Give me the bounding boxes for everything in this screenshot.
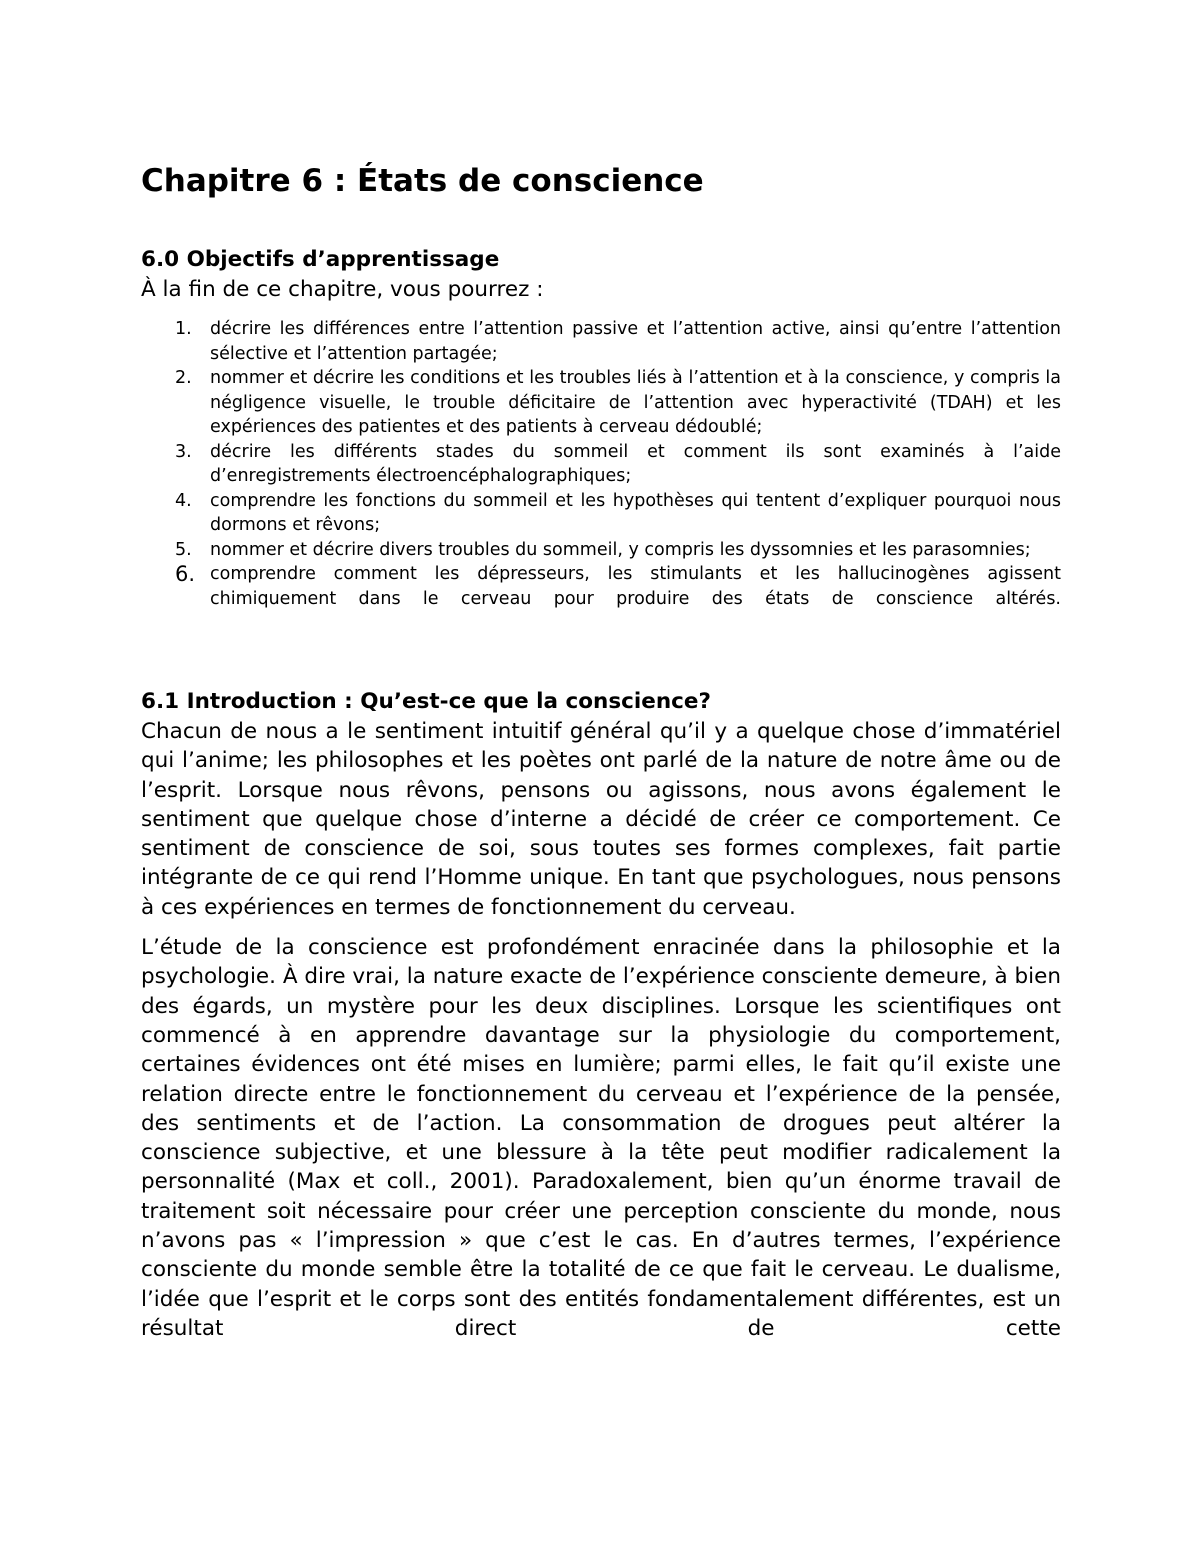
objective-text: décrire les différents stades du sommeil et comment ils sont examinés à l’aide d’enregistrements électroencéphalographiques; [210,441,1061,486]
objective-text: nommer et décrire divers troubles du sommeil, y compris les dyssomnies et les parasomnies; [210,539,1031,560]
objectives-intro: À la fin de ce chapitre, vous pourrez : [141,277,544,302]
objective-item [141,317,1061,366]
objective-text: décrire les différences entre l’attention passive et l’attention active, ainsi qu’entre l’attention sélective et l’attention partagée; [210,319,1061,364]
objective-number: 5. [175,539,192,560]
objective-number: 6. [175,562,196,586]
objective-item [141,366,1061,440]
introduction-section [141,687,1061,1343]
objective-item [141,562,1061,611]
objective-number: 4. [175,490,192,511]
objectives-section [141,245,1061,611]
introduction-heading: 6.1 Introduction : Qu’est-ce que la conscience? [141,689,711,714]
objective-item [141,440,1061,489]
objective-text: comprendre les fonctions du sommeil et les hypothèses qui tentent d’expliquer pourquoi nous dormons et rêvons; [210,490,1061,535]
objective-item [141,538,1061,563]
objective-text: comprendre comment les dépresseurs, les stimulants et les hallucinogènes agissent chimiquement dans le cerveau pour produire des états de conscience altérés. [210,564,1061,609]
objectives-list [141,317,1061,611]
objectives-heading: 6.0 Objectifs d’apprentissage [141,247,500,272]
body-paragraph: L’étude de la conscience est profondément enracinée dans la philosophie et la psychologie. À dire vrai, la nature exacte de l’expérience consciente demeure, à bien des égards, un mystère pour les deux disciplines. Lorsque les scientifiques ont commencé à en apprendre davantage sur la physiologie du comportement, certaines évidences ont été mises en lumière; parmi elles, le fait qu’il existe une relation directe entre le fonctionnement du cerveau et l’expérience de la pensée, des sentiments et de l’action. La consommation de drogues peut altérer la conscience subjective, et une blessure à la tête peut modifier radicalement la personnalité (Max et coll., 2001). Paradoxalement, bien qu’un énorme travail de traitement soit nécessaire pour créer une perception consciente du monde, nous n’avons pas « l’impression » que c’est le cas. En d’autres termes, l’expérience consciente du monde semble être la totalité de ce que fait le cerveau. Le dualisme, l’idée que l’esprit et le corps sont des entités fondamentalement différentes, est un résultat direct de cette [141,935,1061,1341]
objective-number: 1. [175,319,192,339]
objective-text: nommer et décrire les conditions et les troubles liés à l’attention et à la conscience, y compris la négligence visuelle, le trouble déficitaire de l’attention avec hyperactivité (TDAH) et les expériences des patientes et des patients à cerveau dédoublé; [210,368,1061,437]
body-paragraph: Chacun de nous a le sentiment intuitif général qu’il y a quelque chose d’immatériel qui l’anime; les philosophes et les poètes ont parlé de la nature de notre âme ou de l’esprit. Lorsque nous rêvons, pensons ou agissons, nous avons également le sentiment que quelque chose d’interne a décidé de créer ce comportement. Ce sentiment de conscience de soi, sous toutes ses formes complexes, fait partie intégrante de ce qui rend l’Homme unique. En tant que psychologues, nous pensons à ces expériences en termes de fonctionnement du cerveau. [141,719,1061,920]
objective-number: 2. [175,368,192,388]
chapter-title: Chapitre 6 : États de conscience [141,163,704,199]
objective-number: 3. [175,441,192,462]
objective-item [141,489,1061,538]
